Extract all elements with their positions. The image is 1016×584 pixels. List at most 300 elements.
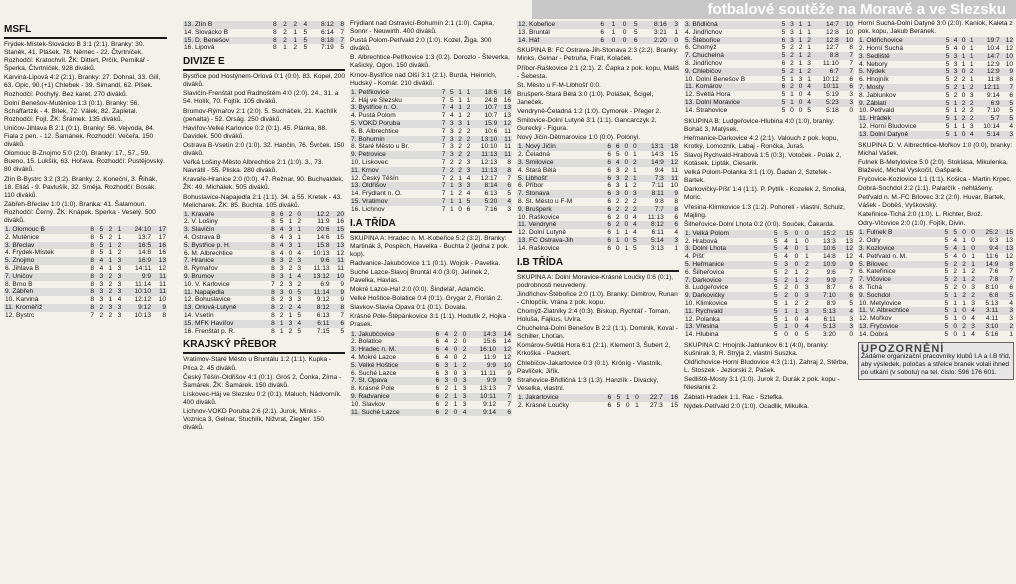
match-report: Příbor-Raškovice 2:1 (2:1). Z. Čapka z pok. kopu, Mališ - Šebesta.: [517, 64, 679, 80]
stat-cell: 12: [665, 159, 679, 167]
standings-row: [4, 257, 167, 265]
standings-row: [517, 175, 679, 183]
stat-cell: 5: [940, 292, 949, 300]
stat-cell: 15: [837, 230, 854, 238]
match-report: Fulnek B-Metylovice 5:0 (2:0). Stoklasa, Mikulenka, Blažević, Michal Vyskočil, Gašparik.: [858, 158, 1008, 174]
standings-row: [350, 393, 512, 401]
stat-cell: 2: [450, 158, 454, 166]
stat-cell: 12:12: [134, 296, 151, 304]
stat-cell: 2: [790, 59, 794, 67]
team-name: 12. Světlá Hora: [685, 91, 731, 99]
standings-row: [858, 284, 1014, 292]
team-name: 10. Slavkov: [351, 400, 386, 408]
stat-cell: 6: [435, 385, 440, 393]
stat-cell: 2: [108, 311, 113, 319]
stat-cell: 6: [665, 221, 679, 229]
team-name: 6. Suché Lazce: [351, 369, 397, 377]
stat-cell: 1: [803, 21, 812, 29]
stat-cell: 2: [449, 331, 458, 339]
stat-cell: 1: [784, 299, 788, 307]
stat-cell: 3: [950, 53, 958, 61]
standings-row: [684, 107, 854, 115]
stat-cell: 14:3: [651, 151, 664, 159]
stat-cell: 6: [498, 182, 512, 190]
stat-cell: 10:6: [484, 127, 498, 135]
stat-cell: 3: [849, 315, 853, 323]
stat-cell: 5: [297, 327, 301, 335]
stat-cell: 5: [942, 53, 950, 61]
stat-cell: 9:12: [122, 304, 152, 312]
stat-cell: 3: [1001, 131, 1014, 139]
stat-cell: 10:6: [810, 245, 837, 253]
stat-cell: 5: [768, 277, 778, 285]
standings-row: [858, 123, 1014, 131]
stat-cell: 3: [462, 400, 467, 408]
team-name: 3. Hradec n. M.: [350, 346, 431, 354]
stat-cell: 9:4: [976, 245, 999, 253]
stat-cell: 7:3: [638, 175, 665, 183]
stat-cell: 5: [944, 237, 949, 245]
match-report: Velké Hoštice-Bolatice 0:4 (0:1). Grygar 2, Florián 2.: [350, 295, 503, 303]
stat-cell: 1: [108, 249, 113, 257]
standings-row: [858, 37, 1014, 45]
stat-cell: 16: [158, 249, 166, 257]
match-report: Suché Lazce-Slavoj Bruntál 4:0 (3:0). Jelínek 2, Pavelka, Havlas.: [350, 268, 490, 284]
stat-cell: 8: [267, 273, 276, 281]
stat-cell: 7: [438, 104, 446, 112]
standings-row: [517, 206, 679, 214]
stat-cell: 2: [444, 385, 449, 393]
match-report: Strahovice-Břidličná 1:3 (1:3). Hanzlík - Divacký, Veselka, vlastní.: [517, 376, 659, 392]
stat-cell: 2: [779, 292, 789, 300]
standings-row: [350, 409, 512, 417]
stat-cell: 2: [786, 83, 795, 91]
stat-cell: 2: [958, 323, 967, 331]
stat-cell: 2: [463, 136, 471, 144]
stat-cell: 0: [794, 253, 799, 261]
league-heading: MSFL: [4, 24, 167, 39]
stat-cell: 14:9: [976, 261, 999, 269]
standings-row: [684, 44, 854, 52]
team-name: 10. Dolní Benešov B: [685, 75, 746, 83]
stat-cell: 2: [276, 304, 285, 312]
team-name: 5. Bílovec: [858, 261, 940, 269]
stat-cell: 2: [961, 76, 966, 84]
standings-row: [350, 346, 512, 354]
stat-cell: 6: [604, 159, 613, 167]
stat-cell: 3: [462, 369, 467, 377]
standings-row: [183, 273, 345, 281]
standings-row: [183, 37, 345, 45]
stat-cell: 4: [450, 112, 454, 120]
stat-cell: 0: [789, 292, 799, 300]
stat-cell: 7: [335, 37, 345, 45]
standings-row: [858, 229, 1014, 237]
stat-cell: 4: [1009, 299, 1013, 307]
standings-row: [517, 229, 679, 237]
stat-cell: 2: [624, 198, 629, 205]
standings-table: [517, 143, 679, 252]
standings-row: [350, 401, 512, 409]
stat-cell: 4: [276, 242, 285, 250]
standings-row: [684, 230, 854, 238]
match-report: Chuchelná-Dolní Benešov B 2:2 (1:1). Dominik, Koval - Schiller, Lhoťan.: [517, 325, 678, 341]
stat-cell: 1: [453, 385, 458, 393]
stat-cell: 0: [849, 106, 853, 114]
standings-table: [517, 21, 679, 44]
stat-cell: 0: [794, 315, 799, 323]
stat-cell: 4: [117, 296, 122, 304]
standings-row: [4, 226, 167, 234]
stat-cell: 10: [497, 362, 512, 370]
stat-cell: 0: [949, 323, 958, 331]
stat-cell: 2: [799, 277, 809, 285]
stat-cell: 8:12: [308, 21, 335, 29]
stat-cell: 6: [1009, 284, 1013, 292]
stat-cell: 6:13: [484, 190, 498, 198]
stat-cell: 10:4: [986, 44, 1000, 52]
stat-cell: 1: [961, 60, 966, 68]
team-name: 6. M. Albrechtice: [184, 249, 233, 257]
standings-row: [183, 265, 345, 273]
standings-row: [350, 128, 512, 136]
stat-cell: 7: [441, 143, 446, 151]
stat-cell: 3: [446, 151, 454, 159]
team-name: 8. Jablunkov: [859, 91, 897, 99]
standings-row: [858, 68, 1014, 76]
stat-cell: 3: [95, 273, 104, 281]
stat-cell: 3: [971, 284, 975, 292]
stat-cell: 11: [337, 265, 344, 273]
stat-cell: 1: [950, 131, 958, 139]
standings-row: [684, 245, 854, 253]
stat-cell: 2: [953, 91, 958, 99]
stat-cell: 3: [455, 120, 463, 128]
stat-cell: 11:13: [313, 265, 330, 273]
stat-cell: 17: [152, 226, 167, 234]
stat-cell: 7:15: [316, 327, 330, 335]
stat-cell: 0: [288, 249, 293, 257]
stat-cell: 8: [267, 242, 276, 250]
stat-cell: 8: [271, 218, 275, 226]
stat-cell: 14:7: [812, 21, 840, 29]
stat-cell: 2: [458, 143, 462, 151]
team-name: 7. Chuchelná: [684, 52, 778, 60]
stat-cell: 13: [999, 245, 1014, 253]
stat-cell: 11:14: [134, 280, 151, 288]
stat-cell: 6: [431, 346, 440, 354]
team-name: 9. Brušperk: [517, 206, 604, 214]
stat-cell: 5: [773, 268, 778, 276]
stat-cell: 3: [288, 234, 293, 242]
stat-cell: 5: [945, 44, 950, 52]
team-name: 11. V. Albrechtice: [858, 307, 940, 315]
team-name: 7. Bohumín: [350, 136, 438, 144]
stat-cell: 6:11: [823, 315, 836, 323]
stat-cell: 0: [805, 237, 809, 245]
stat-cell: 8: [271, 234, 275, 242]
match-report: Brumov-Rýmařov 2:1 (2:0). 5. Sucháček, 21. Kachlík (penalta) - 52. Orság. 250 diváků.: [183, 107, 337, 123]
stat-cell: 3: [113, 304, 122, 312]
standings-row: [684, 83, 854, 91]
standings-row: [858, 307, 1014, 315]
stat-cell: 4: [949, 245, 958, 253]
stat-cell: 9: [665, 190, 679, 198]
standings-row: [183, 320, 345, 328]
stat-cell: 2: [633, 182, 637, 190]
stat-cell: 2: [966, 100, 974, 108]
stat-cell: 1: [794, 237, 799, 245]
stat-cell: 3: [462, 385, 467, 393]
stat-cell: 3:10: [976, 323, 999, 331]
stat-cell: 20:6: [302, 226, 331, 234]
stat-cell: 2: [615, 198, 620, 205]
stat-cell: 2: [108, 233, 113, 241]
standings-row: [858, 315, 1014, 323]
team-name: 2. Čeladná: [518, 151, 550, 159]
team-name: 7. Vlčovice: [858, 276, 940, 284]
stat-cell: 1: [969, 44, 974, 52]
stat-cell: 1: [962, 268, 966, 276]
standings-table: [858, 229, 1014, 338]
stat-cell: 13: [498, 104, 512, 112]
stat-cell: 2: [961, 107, 966, 115]
stat-cell: 6:13: [316, 312, 330, 320]
stat-cell: 5: [303, 28, 308, 36]
stat-cell: 7: [840, 68, 854, 76]
stat-cell: 6: [435, 353, 440, 361]
stat-cell: 0: [962, 252, 966, 260]
match-report: Uničov-Jihlava B 2:1 (0:1). Branky: 56. Vejvoda, 84. Fiala z pen. - 12. Šamánek. Rozhodčí: Večeřa. 150 diváků.: [4, 124, 155, 149]
standings-row: [684, 323, 854, 331]
stat-cell: 4: [279, 234, 284, 242]
team-name: 2. Hrabová: [685, 237, 718, 245]
league-heading: I.A TŘÍDA: [350, 218, 512, 233]
stat-cell: 5: [768, 292, 778, 300]
standings-row: [517, 159, 679, 167]
stat-cell: 14: [503, 338, 511, 346]
stat-cell: 7: [438, 136, 446, 144]
stat-cell: 3: [629, 190, 638, 198]
stat-cell: 7:10: [986, 107, 1000, 115]
stat-cell: 5: [942, 68, 950, 76]
stat-cell: 1: [450, 190, 454, 198]
team-name: 16. Frenštát p. R.: [184, 327, 235, 335]
stat-cell: 6: [466, 205, 471, 213]
stat-cell: 3: [288, 296, 293, 304]
stat-cell: 4: [297, 249, 301, 257]
stat-cell: 3:11: [976, 307, 999, 315]
standings-row: [350, 206, 512, 214]
stat-cell: 5: [627, 21, 638, 29]
stat-cell: 4: [99, 265, 104, 273]
stat-cell: 7: [441, 112, 446, 120]
team-name: 12. Polanka: [685, 315, 720, 323]
stat-cell: 0: [962, 315, 966, 323]
stat-cell: 4:11: [985, 315, 999, 323]
stat-cell: 1: [795, 68, 804, 76]
stat-cell: 0: [790, 106, 794, 114]
stat-cell: 2: [950, 84, 958, 92]
stat-cell: 13:13: [479, 385, 497, 393]
team-name: 9. Zábřeh: [4, 288, 86, 296]
standings-row: [858, 76, 1014, 84]
stat-cell: 11: [671, 166, 678, 174]
standings-row: [350, 354, 512, 362]
stat-cell: 0: [605, 37, 616, 45]
stat-cell: 1: [624, 182, 629, 190]
stat-cell: 15: [336, 234, 344, 242]
stat-cell: 3: [293, 257, 302, 265]
team-name: 5. Heřmanice: [684, 261, 768, 269]
stat-cell: 2: [798, 44, 803, 52]
stat-cell: 5: [999, 292, 1014, 300]
team-name: 3. Slavičín: [183, 226, 267, 234]
stat-cell: 6:8: [976, 292, 999, 300]
team-name: 12. Bohuslavice: [184, 296, 231, 304]
stat-cell: 3: [440, 377, 449, 385]
stat-cell: 8: [271, 265, 275, 273]
team-name: 13. Orlová-Lutyně: [183, 304, 267, 312]
stat-cell: 12:13: [480, 158, 498, 166]
team-name: 10. Lískovec: [351, 158, 389, 166]
standings-row: [684, 238, 854, 246]
team-name: 14. Raškovice: [518, 244, 560, 252]
standings-row: [4, 296, 167, 304]
stat-cell: 2: [958, 261, 967, 269]
stat-cell: 14:6: [316, 234, 330, 242]
stat-cell: 0: [958, 37, 966, 45]
stat-cell: 8:18: [308, 37, 335, 45]
stat-cell: 4: [633, 229, 637, 237]
stat-cell: 3: [99, 280, 104, 288]
stat-cell: 3: [612, 190, 621, 198]
standings-table: [350, 331, 512, 417]
stat-cell: 2: [284, 257, 293, 265]
stat-cell: 12: [503, 353, 511, 361]
stat-cell: 0: [624, 151, 629, 159]
stat-cell: 10: [1001, 53, 1014, 61]
league-heading: DIVIZE E: [183, 56, 345, 71]
standings-table: [684, 230, 854, 339]
team-name: 5. Nýdek: [858, 68, 942, 76]
standings-row: [350, 159, 512, 167]
standings-row: [517, 167, 679, 175]
stat-cell: 1: [446, 198, 454, 206]
standings-row: [517, 402, 679, 410]
standings-row: [858, 131, 1014, 139]
stat-cell: 2: [967, 276, 976, 284]
team-name: 1. Fulnek B: [858, 229, 940, 237]
stat-cell: 1: [455, 89, 463, 97]
stat-cell: 4: [612, 159, 621, 167]
stat-cell: 1: [958, 276, 967, 284]
stat-cell: 13:12: [302, 273, 331, 281]
standings-row: [858, 323, 1014, 331]
standings-row: [350, 190, 512, 198]
standings-row: [350, 167, 512, 175]
stat-cell: 1: [807, 28, 811, 36]
stat-cell: 9: [331, 289, 345, 297]
stat-cell: 10: [845, 28, 853, 36]
stat-cell: 8:9: [826, 299, 836, 307]
team-name: 9. Darkovičky: [684, 292, 768, 300]
stat-cell: 1: [961, 122, 966, 130]
stat-cell: 9:12: [316, 296, 330, 304]
team-name: 5. Znojmo: [4, 257, 86, 265]
stat-cell: 1: [779, 323, 789, 331]
match-report: Chlebičov-Jakartovice 0:3 (0:1). Króníg - Vlastník, Pavlíček, Jiřík.: [517, 359, 663, 375]
team-name: 11. Rychvald: [684, 308, 768, 316]
standings-row: [183, 242, 345, 250]
stat-cell: 3: [463, 182, 471, 190]
standings-row: [684, 52, 854, 60]
stat-cell: 7: [441, 205, 446, 213]
team-name: 3. Břeclav: [4, 242, 86, 250]
stat-cell: 6: [837, 292, 854, 300]
stat-cell: 5: [340, 44, 344, 52]
stat-cell: 0: [961, 91, 966, 99]
stat-cell: 2: [104, 226, 113, 234]
stat-cell: 4: [440, 331, 449, 339]
stat-cell: 4: [953, 252, 958, 260]
stat-cell: 11:13: [471, 151, 498, 159]
stat-cell: 0: [962, 284, 966, 292]
league-heading: KRAJSKÝ PŘEBOR: [183, 339, 345, 354]
stat-cell: 2: [278, 21, 288, 29]
stat-cell: 0: [462, 338, 467, 346]
stat-cell: 1: [458, 112, 462, 120]
team-name: 2. Bolatice: [351, 338, 382, 346]
stat-cell: 3: [117, 311, 122, 319]
stat-cell: 5: [781, 28, 786, 36]
stat-cell: 12: [336, 249, 344, 257]
stat-cell: 7: [438, 151, 446, 159]
stat-cell: 8: [86, 288, 95, 296]
standings-row: [517, 214, 679, 222]
stat-cell: 2: [953, 268, 958, 276]
column-1: [4, 20, 167, 584]
stat-cell: 5: [781, 75, 786, 83]
stat-cell: 5: [633, 244, 637, 252]
stat-cell: 1: [953, 299, 958, 307]
match-report: Chomýž-Zlatníky 2:4 (0:3). Biskup, Rychtář - Toman, Holuša, Fajkus, Uvíra.: [517, 307, 671, 324]
stat-cell: 7: [441, 174, 446, 182]
stat-cell: 4: [674, 229, 678, 237]
standings-row: [858, 331, 1014, 339]
stat-cell: 6:11: [302, 320, 331, 328]
stat-cell: 7: [507, 174, 511, 182]
team-name: 5. Velké Hoštice: [350, 362, 431, 370]
stat-cell: 2: [288, 21, 298, 29]
standings-row: [350, 136, 512, 144]
team-name: 5. Štěbořice: [684, 37, 778, 45]
stat-cell: 5: [949, 229, 958, 237]
stat-cell: 3: [450, 127, 454, 135]
stat-cell: 3: [840, 99, 854, 107]
stat-cell: 0: [784, 331, 788, 339]
stat-cell: 2: [953, 284, 958, 292]
stat-cell: 2: [799, 261, 809, 269]
stat-cell: 3: [276, 289, 285, 297]
match-report: Jindřichov-Štěbořice 2:0 (1:0). Branky: Dimitrov, Runan - Chlopčík. Vrána z pok. kopu.: [517, 290, 678, 306]
standings-row: [4, 242, 167, 250]
stat-cell: 10: [1005, 60, 1013, 68]
match-report: Mokré Lazce-Ha! 2:0 (0:0). Šindelář, Adamčíc.: [350, 286, 486, 294]
stat-cell: 3: [849, 91, 853, 99]
stat-cell: 2: [463, 151, 471, 159]
stat-cell: 1: [288, 218, 293, 226]
